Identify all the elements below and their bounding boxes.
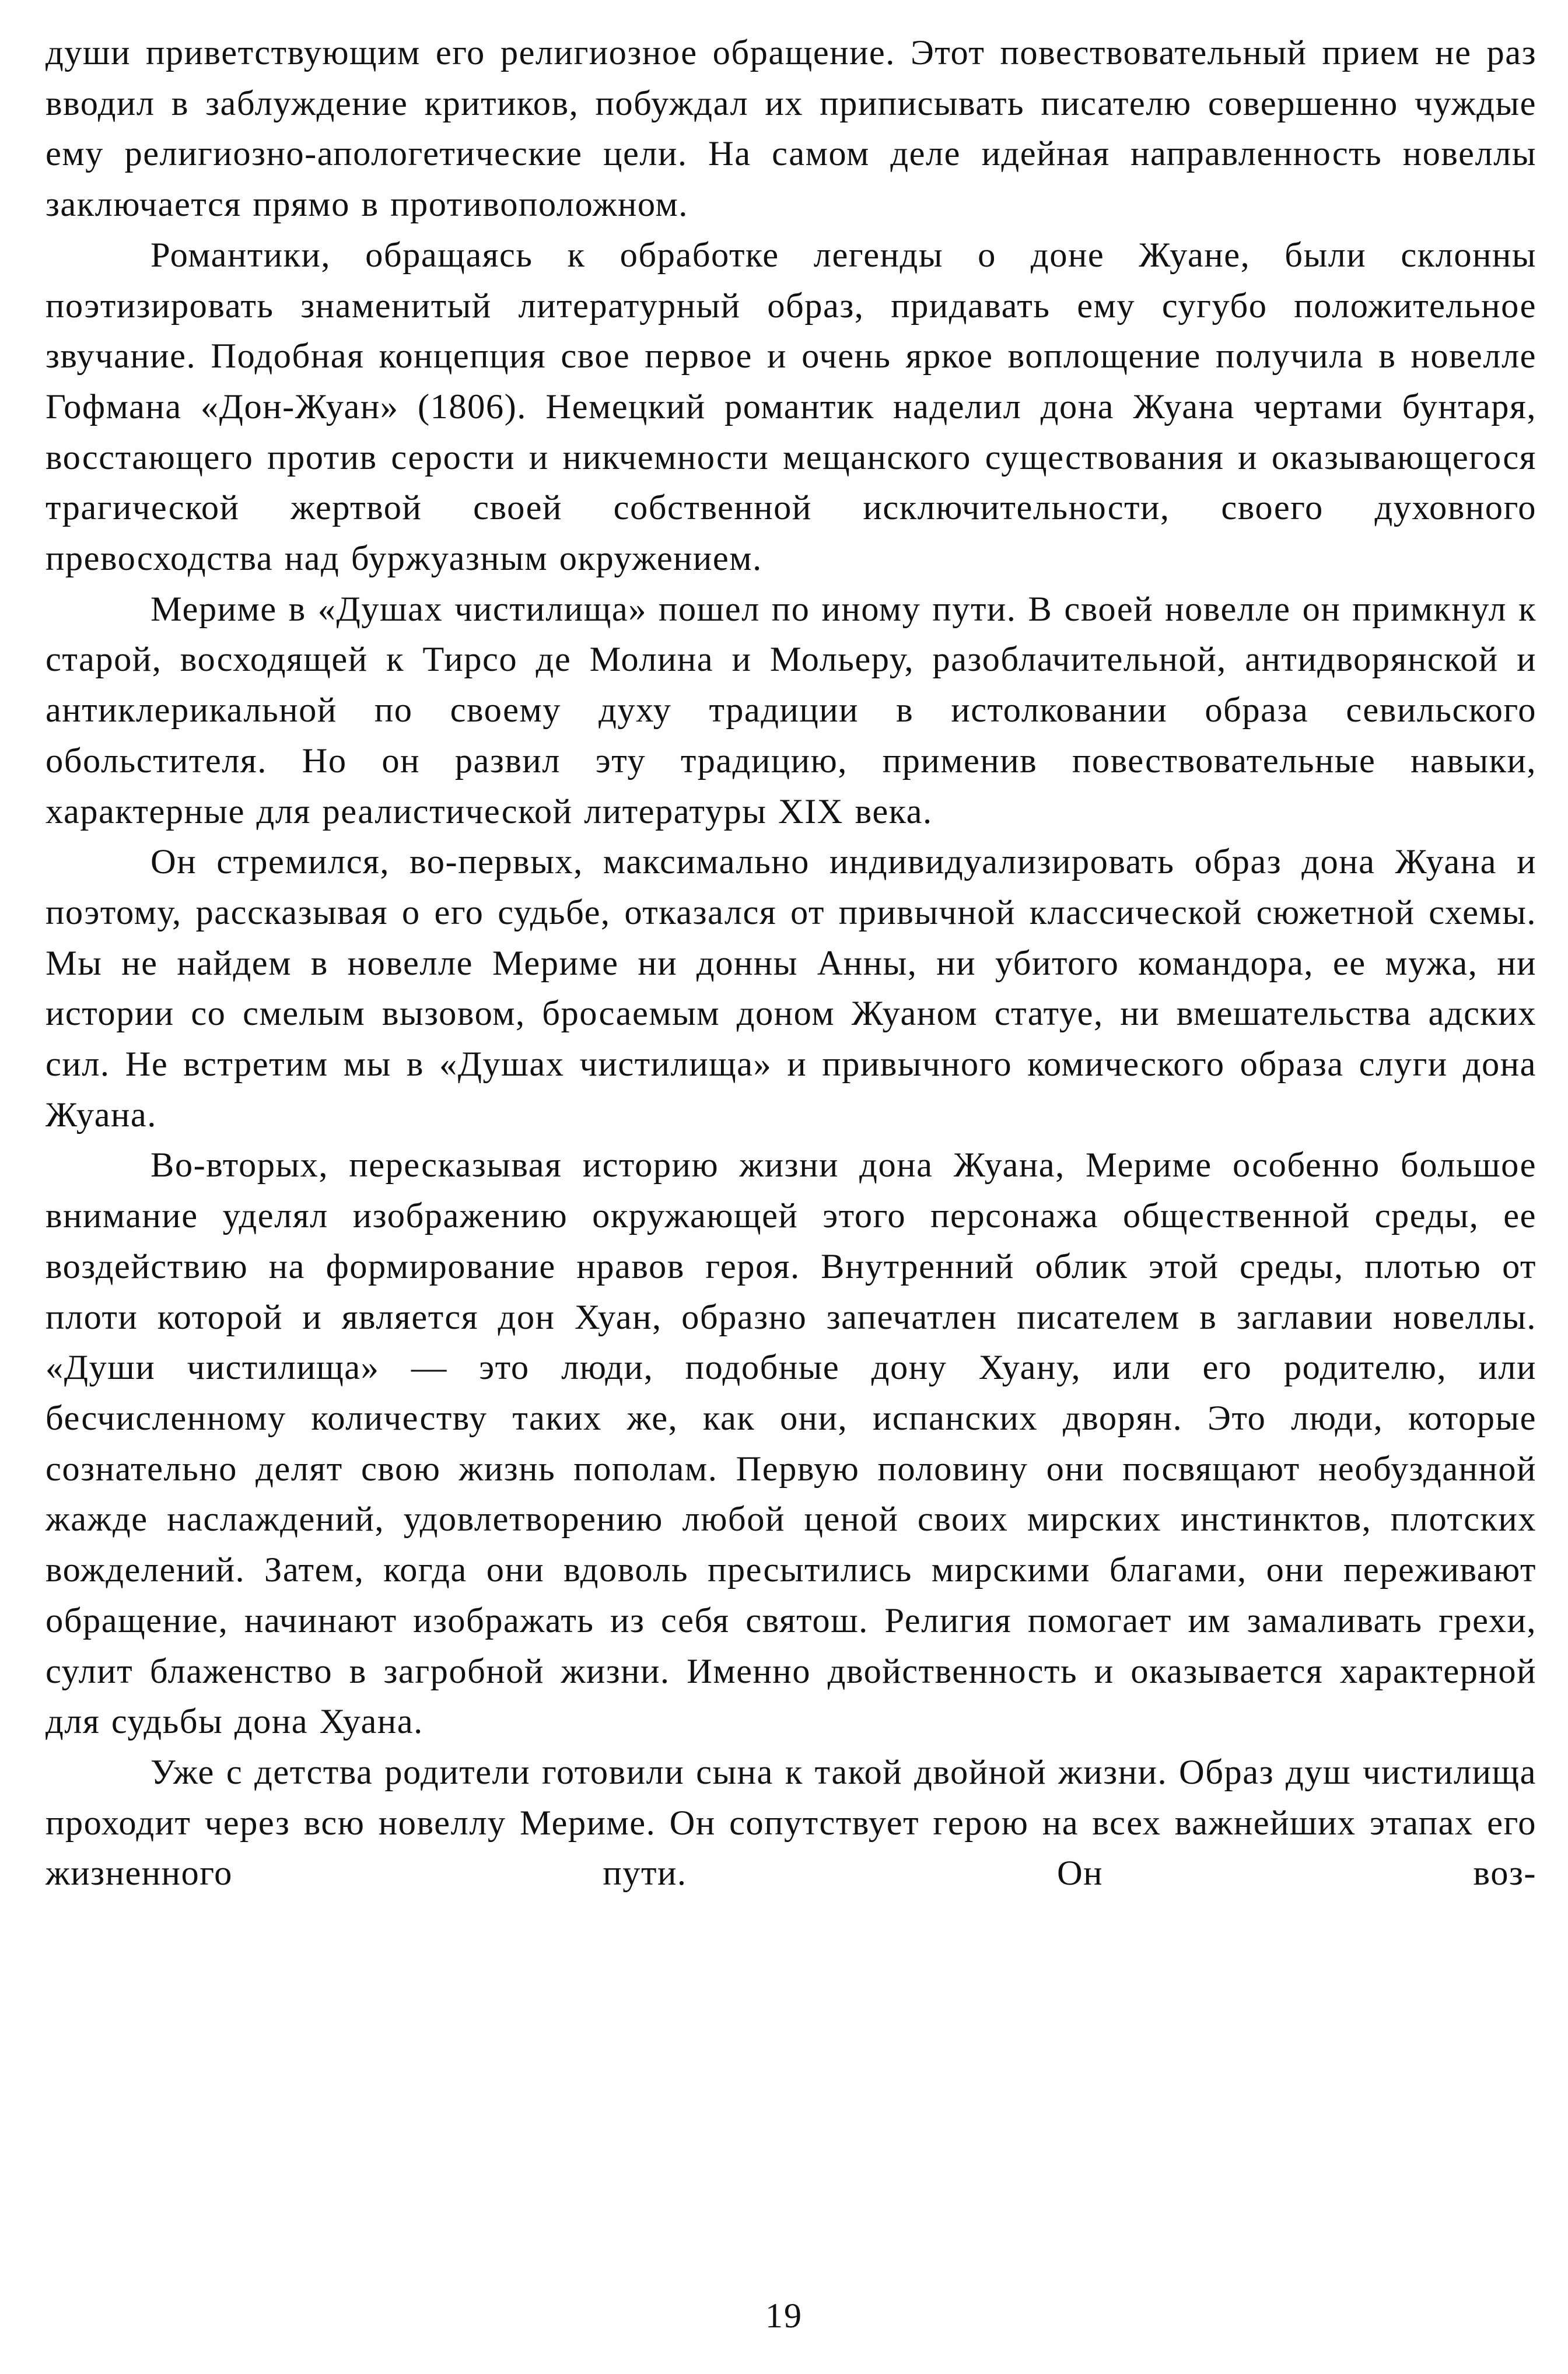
paragraph-6: Уже с детства родители готовили сына к такой двойной жизни. Образ душ чистилища проходит через всю новеллу Мериме. Он сопутствует герою на всех важнейших этапах его жизненного пути. Он воз-	[46, 1752, 1536, 1893]
page-body	[46, 28, 1536, 1899]
paragraph-1: души приветствующим его религиозное обращение. Этот повествовательный прием не раз вводил в заблуждение критиков, побуждал их приписывать писателю совершенно чуждые ему религиозно-апологетические цели. На самом деле идейная направленность новеллы заключается прямо в противоположном.	[46, 33, 1536, 225]
page-number: 19	[765, 2296, 803, 2335]
paragraph-4: Он стремился, во-первых, максимально индивидуализировать образ дона Жуана и поэтому, рассказывая о его судьбе, отказался от привычной классической сюжетной схемы. Мы не найдем в новелле Мериме ни донны Анны, ни убитого командора, ее мужа, ни истории со смелым вызовом, бросаемым доном Жуаном статуе, ни вмешательства адских сил. Не встретим мы в «Душах чистилища» и привычного комического образа слуги дона Жуана.	[46, 842, 1536, 1135]
paragraph-3: Мериме в «Душах чистилища» пошел по иному пути. В своей новелле он примкнул к старой, восходящей к Тирсо де Молина и Мольеру, разоблачительной, антидворянской и антиклерикальной по своему духу традиции в истолковании образа севильского обольстителя. Но он развил эту традицию, применив повествовательные навыки, характерные для реалистической литературы XIX века.	[46, 589, 1536, 831]
paragraph-2: Романтики, обращаясь к обработке легенды о доне Жуане, были склонны поэтизировать знаменитый литературный образ, придавать ему сугубо положительное звучание. Подобная концепция свое первое и очень яркое воплощение получила в новелле Гофмана «Дон-Жуан» (1806). Немецкий романтик наделил дона Жуана чертами бунтаря, восстающего против серости и никчемности мещанского существования и оказывающегося трагической жертвой своей собственной исключительности, своего духовного превосходства над буржуазным окружением.	[46, 235, 1536, 579]
paragraph-5: Во-вторых, пересказывая историю жизни дона Жуана, Мериме особенно большое внимание уделял изображению окружающей этого персонажа общественной среды, ее воздействию на формирование нравов героя. Внутренний облик этой среды, плотью от плоти которой и является дон Хуан, образно запечатлен писателем в заглавии новеллы. «Души чистилища» — это люди, подобные дону Хуану, или его родителю, или бесчисленному количеству таких же, как они, испанских дворян. Это люди, которые сознательно делят свою жизнь пополам. Первую половину они посвящают необузданной жажде наслаждений, удовлетворению любой ценой своих мирских инстинктов, плотских вожделений. Затем, когда они вдоволь пресытились мирскими благами, они переживают обращение, начинают изображать из себя святош. Религия помогает им замаливать грехи, сулит блаженство в загробной жизни. Именно двойственность и оказывается характерной для судьбы дона Хуана.	[46, 1146, 1536, 1742]
